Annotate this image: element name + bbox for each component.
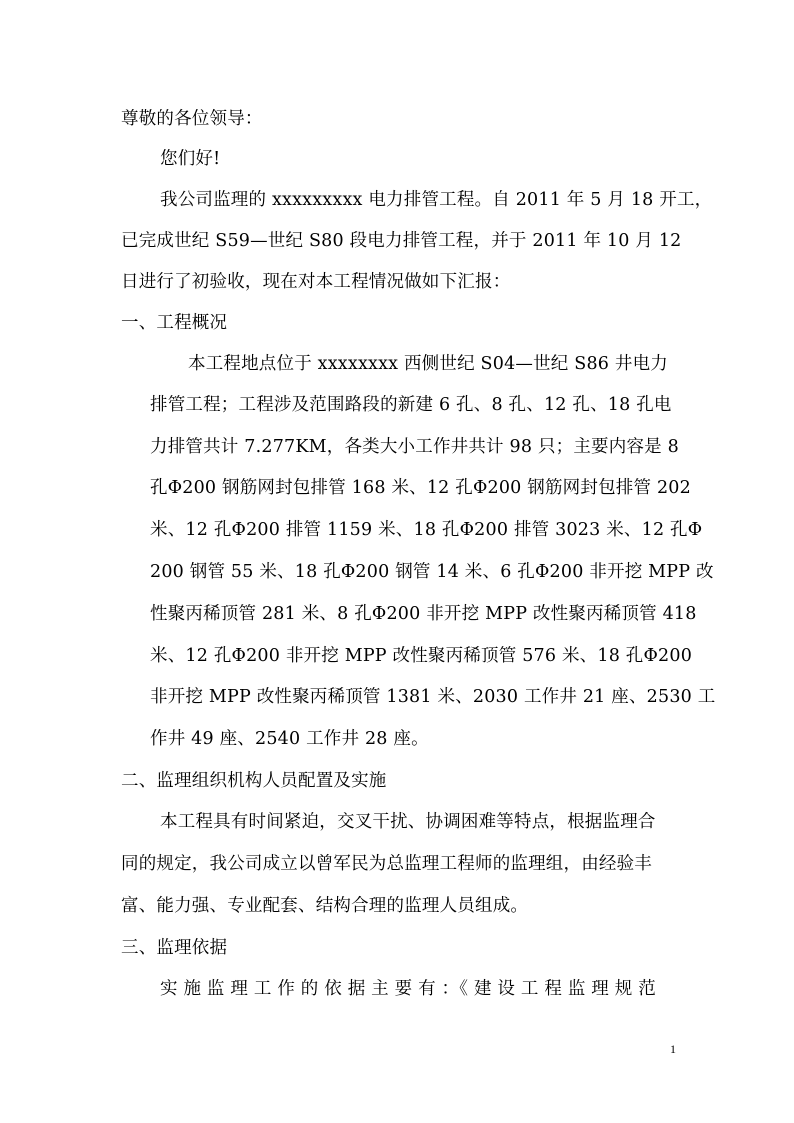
- section-paragraph-line: 作井 49 座、2540 工作井 28 座。: [150, 729, 429, 749]
- page-number: 1: [670, 1042, 676, 1056]
- section-paragraph-line: 力排管共计 7.277KM，各类大小工作井共计 98 只；主要内容是 8: [150, 437, 679, 457]
- section-paragraph-line: 米、12 孔Φ200 非开挖 MPP 改性聚丙稀顶管 576 米、18 孔Φ200: [150, 646, 693, 666]
- section-heading: 二、监理组织机构人员配置及实施: [121, 771, 387, 791]
- section-paragraph-line: 实 施 监 理 工 作 的 依 据 主 要 有 ：《 建 设 工 程 监 理 规 范: [160, 979, 656, 999]
- section-paragraph-line: 同的规定，我公司成立以曾军民为总监理工程师的监理组，由经验丰: [121, 854, 652, 874]
- section-paragraph-line: 非开挖 MPP 改性聚丙稀顶管 1381 米、2030 工作井 21 座、2530 工: [150, 687, 716, 707]
- section-paragraph-line: 排管工程；工程涉及范围路段的新建 6 孔、8 孔、12 孔、18 孔电: [150, 395, 672, 415]
- section-paragraph-line: 孔Φ200 钢筋网封包排管 168 米、12 孔Φ200 钢筋网封包排管 202: [150, 478, 691, 498]
- greeting: 尊敬的各位领导：: [121, 109, 263, 129]
- section-heading: 三、监理依据: [121, 938, 228, 958]
- section-paragraph-line: 富、能力强、专业配套、结构合理的监理人员组成。: [121, 896, 529, 916]
- section-paragraph-line: 本工程地点位于 xxxxxxxx 西侧世纪 S04—世纪 S86 井电力: [188, 354, 668, 374]
- intro-line: 日进行了初验收，现在对本工程情况做如下汇报：: [121, 272, 511, 292]
- section-paragraph-line: 200 钢管 55 米、18 孔Φ200 钢管 14 米、6 孔Φ200 非开挖 MPP 改: [150, 562, 714, 582]
- section-paragraph-line: 性聚丙稀顶管 281 米、8 孔Φ200 非开挖 MPP 改性聚丙稀顶管 418: [150, 604, 697, 624]
- section-paragraph-line: 本工程具有时间紧迫，交叉干扰、协调困难等特点，根据监理合: [160, 812, 656, 832]
- section-paragraph-line: 米、12 孔Φ200 排管 1159 米、18 孔Φ200 排管 3023 米、12 孔Φ: [150, 520, 703, 540]
- intro-line: 已完成世纪 S59—世纪 S80 段电力排管工程，并于 2011 年 10 月 12: [121, 231, 682, 251]
- intro-line: 我公司监理的 xxxxxxxxx 电力排管工程。自 2011 年 5 月 18 开工，: [160, 190, 713, 210]
- salutation: 您们好!: [160, 149, 221, 169]
- section-heading: 一、工程概况: [121, 313, 228, 333]
